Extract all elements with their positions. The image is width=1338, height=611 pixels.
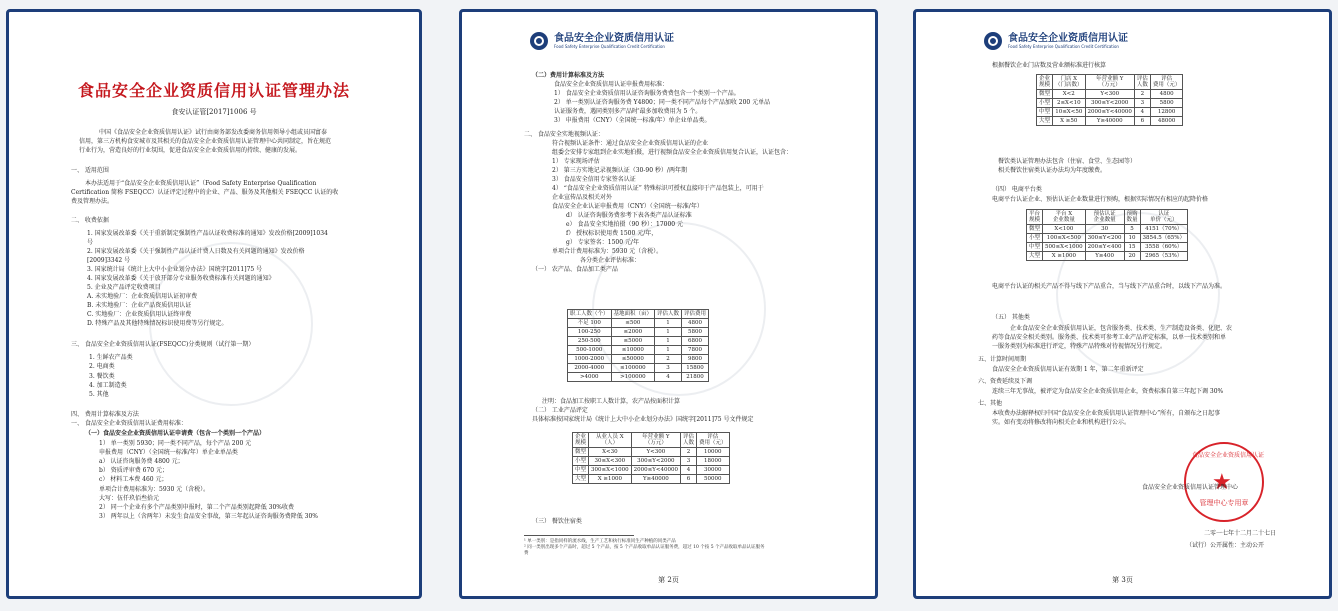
table-row: [1037, 99, 1183, 108]
table-cell: 微型: [1027, 225, 1043, 234]
table-cell: 5800: [1150, 99, 1183, 108]
table-note: 注明：食品加工按职工人数计算，农产品按面积计算: [542, 398, 681, 405]
text-line: 1） 食品安全企业资质信用认证咨询服务费费包含一个类别一个产品。: [554, 90, 740, 97]
text-line: 本收费办法解释权归中国“食品安全企业资质信用认证管理中心”所有，自颁布之日起事: [992, 410, 1221, 417]
brand-name: 食品安全企业资质信用认证: [554, 33, 674, 44]
text-line: 食品安全企业资质信用认证申报费用标准：: [554, 81, 669, 88]
text-line: a） 认证咨询服务费 4800 元；: [99, 458, 184, 465]
section-description: 根据餐饮企业门店数及营业额标准进行核算: [992, 62, 1107, 69]
table-row: [568, 355, 709, 364]
section-heading: （三） 餐饮住宿类: [532, 518, 582, 525]
table-header-cell: 企业 规模: [573, 433, 589, 448]
text-line: 食品安全企业认证申报费用（CNY）（全国统一标准/年）: [552, 203, 703, 210]
table-row: [1037, 108, 1183, 117]
text-line: 认证服务费，遇同类别多产品时'最多加收费用为 5 个。: [554, 108, 702, 115]
table-cell: 大型: [1027, 252, 1043, 261]
table-row: [1027, 234, 1188, 243]
table-cell: 1: [655, 346, 682, 355]
text-line: Certification 简称 FSEQCC）认证评定过程中的企业、产品、服务及其他相关 FSEQCC 认证的收: [71, 189, 339, 196]
text-line: 符合视频认证条件：通过食品安全企业资质信用认证的企业: [552, 140, 709, 147]
table-cell: X<30: [589, 448, 632, 457]
text-line: 申报费用（CNY）（全国统一标准/年）单企业单品类: [99, 449, 238, 456]
text-line: 2） 第三方实地记录视频认证（30-90 秒）/两年期: [552, 167, 687, 174]
table-cell: 1: [655, 319, 682, 328]
text-line: 5. 企业及产品评定收费项目: [87, 284, 161, 291]
table-row: [568, 337, 709, 346]
table-cell: 3: [681, 457, 697, 466]
table-row: [1027, 225, 1188, 234]
table-cell: 10≤X<50: [1053, 108, 1086, 117]
text-line: 三、 食品安全企业资质信用认证(FSEQCC)分类规则（试行第一期）: [71, 341, 255, 348]
table-cell: 中型: [1027, 243, 1043, 252]
table-cell: 6: [1134, 117, 1150, 126]
table-row: [1027, 243, 1188, 252]
text-line: 五、计算时间周期: [978, 356, 1027, 363]
table-cell: 10: [1124, 234, 1140, 243]
table-header-row: [568, 310, 709, 319]
seal-text-top: 食品安全企业资质信用认证: [1192, 452, 1265, 459]
table-cell: 300≤Y<200: [1085, 234, 1124, 243]
date: 二零一七年十二月二十七日: [1204, 530, 1277, 537]
text-line: 本办法适用于“食品安全企业资质信用认证”（Food Safety Enterprise Qualification: [85, 180, 317, 187]
text-line: 3. 餐饮类: [89, 373, 115, 380]
brand-logo-icon: [530, 32, 548, 50]
page-number: 第 3页: [1112, 576, 1133, 584]
table-cell: 4: [681, 466, 697, 475]
table-cell: 2≤X<10: [1053, 99, 1086, 108]
text-line: 组委会安排专家组到企业实地拍摄，进行视频食品安全企业资质信用复合认证，认证包含：: [552, 149, 793, 156]
table-cell: >4000: [568, 373, 612, 382]
text-line: 2. 电商类: [89, 363, 115, 370]
table-cell: 小型: [1027, 234, 1043, 243]
table-header-cell: 评估 费用（元）: [1150, 75, 1183, 90]
footnote: ² 同一类别出现多个产品时，超过 5 个产品，按 5 个产品收取单品认证服务费，超过 10 个按 5 个产品收取单品认证服务: [524, 545, 765, 550]
brand-name-en: Food Safety Enterprise Qualification Credit Certification: [1008, 44, 1119, 49]
table-cell: Y≥400: [1085, 252, 1124, 261]
table-row: [568, 319, 709, 328]
text-line: 实。如有变动将修改将向相关企业和机构进行公示。: [992, 419, 1131, 426]
text-line: 3） 食品安全信用专家签名认证: [552, 176, 636, 183]
table-header-cell: 平台 X 企业数量: [1043, 210, 1086, 225]
star-icon: ★: [1212, 470, 1232, 495]
table-header-cell: 门店 X （门店数）: [1053, 75, 1086, 90]
text-line: 2） 同一个企业有多个产品类别申报时，第二个产品类别起降低 30%收费: [99, 504, 294, 511]
text-line: 3. 国家统计局《统计上大中小企业划分办法》国统字[2011]75 号: [87, 266, 263, 273]
table-cell: ≤500: [611, 319, 655, 328]
table-cell: 3854.5（65%）: [1140, 234, 1187, 243]
table-row: [573, 457, 730, 466]
table-cell: 300≤Y<2000: [631, 457, 680, 466]
table-cell: 2: [655, 355, 682, 364]
table-cell: 1: [655, 328, 682, 337]
footnote: 费: [524, 551, 529, 556]
table-cell: 大型: [573, 475, 589, 484]
text-line: 信用，第三方机构食安城市及其相关的食品安全企业资质信用认证管理中心共同制定，旨在规范: [79, 138, 332, 145]
table-header-cell: 认证 单价（元）: [1140, 210, 1187, 225]
table-cell: X ≥50: [1053, 117, 1086, 126]
table-cell: 大型: [1037, 117, 1053, 126]
text-line: A. 未实地验厂：企业资质信用认证初审费: [87, 293, 198, 300]
table-cell: 2: [681, 448, 697, 457]
table-cell: 6: [681, 475, 697, 484]
table-cell: 12800: [1150, 108, 1183, 117]
table-cell: 30000: [697, 466, 730, 475]
table-cell: >100000: [611, 373, 655, 382]
text-line: （五） 其他类: [992, 314, 1030, 321]
text-line: （一） 农产品、食品加工类产品: [532, 266, 618, 273]
document-page-1[interactable]: [6, 9, 422, 599]
table-cell: 30: [1085, 225, 1124, 234]
text-line: 4. 国家发展改革委《关于放开部分专业服务收费标准有关问题的通知》: [87, 275, 275, 282]
table-cell: 250-500: [568, 337, 612, 346]
text-line: （二）费用计算标准及方法: [532, 72, 605, 79]
page-title: 食品安全企业资质信用认证管理办法: [77, 81, 350, 100]
text-line: 一、 适用范围: [71, 167, 109, 174]
table-header-cell: 年营业额 Y （万元）: [631, 433, 680, 448]
text-line: 行业行为，营造良好的行业氛围，促进食品安全企业资质信用的持续、健康的发展。: [79, 147, 302, 154]
table-cell: ≤50000: [611, 355, 655, 364]
section-description: 具体标准按国家统计局《统计上大中小企业划分办法》国统字[2011]75 号文件规定: [532, 416, 754, 423]
table-cell: 100-250: [568, 328, 612, 337]
text-line: 费及管理办法。: [71, 198, 114, 205]
table-row: [568, 328, 709, 337]
table-cell: Y<300: [631, 448, 680, 457]
table-cell: ≤10000: [611, 346, 655, 355]
text-line: 企业宣传品及相关对外: [552, 194, 613, 201]
text-line: 各分类企业评估标准：: [580, 257, 641, 264]
table-header-cell: 预估认证 企业数量: [1085, 210, 1124, 225]
text-line: f） 授权标识使用费 1500 元/年，: [566, 230, 658, 237]
table-header-cell: 评估 费用（元）: [697, 433, 730, 448]
text-line: 5. 其他: [89, 391, 109, 398]
seal-text-bottom: 管理中心专用章: [1199, 499, 1249, 507]
table-cell: 500≤X<1000: [1043, 243, 1086, 252]
text-line: 2. 国家发展改革委《关于强制性产品认证计费人日数及有关问题的通知》发改价格: [87, 248, 305, 255]
section-heading: （二） 工业产品评定: [532, 407, 588, 414]
table-cell: 5800: [682, 328, 709, 337]
table-row: [573, 448, 730, 457]
text-line: 四、 费用计算标准及方法: [71, 411, 139, 418]
text-line: 3） 申报费用（CNY）（全国统一标准/年）单企业单品类。: [554, 117, 711, 124]
text-line: 七、其他: [978, 400, 1003, 407]
ecommerce-fee-table: [1026, 209, 1188, 261]
farm-fee-table: [567, 309, 709, 382]
table-cell: 不足 100: [568, 319, 612, 328]
table-cell: 15: [1124, 243, 1140, 252]
table-row: [1027, 252, 1188, 261]
table-cell: 9800: [682, 355, 709, 364]
table-cell: X ≥1000: [1043, 252, 1086, 261]
text-line: [2009]3342 号: [87, 257, 131, 264]
text-line: 单项合计费用标准为：5930 元（含税）。: [99, 486, 210, 493]
text-line: 3） 两年以上（含两年）未发生食品安全事故，第三年起认证咨询服务费降低 30%: [99, 513, 318, 520]
table-cell: ≤100000: [611, 364, 655, 373]
table-note: 电商平台认证的相关产品不得与线下产品重合，当与线下产品重合时，以线下产品为准。: [992, 283, 1227, 290]
table-cell: 4800: [682, 319, 709, 328]
table-cell: 微型: [1037, 90, 1053, 99]
table-header-cell: 年营业额 Y （万元）: [1085, 75, 1134, 90]
section-heading: （四） 电商平台类: [992, 186, 1042, 193]
section-description: 电商平台认证企业、预估认证企业数量进行预购，根据实际情况有相应的起降价格: [992, 196, 1209, 203]
table-cell: ≤2000: [611, 328, 655, 337]
text-line: b） 资质评审费 670 元；: [99, 467, 169, 474]
table-cell: 10000: [697, 448, 730, 457]
table-cell: 2000≤Y<40000: [631, 466, 680, 475]
table-header-row: [1037, 75, 1183, 90]
table-header-cell: 评估人数: [655, 310, 682, 319]
document-page-3[interactable]: [913, 9, 1332, 599]
table-cell: Y<300: [1085, 90, 1134, 99]
industry-fee-table: [572, 432, 730, 484]
table-cell: 18000: [697, 457, 730, 466]
text-line: 药等食品安全相关类别。服务类、技术类可参考工业产品评定标准，以单一技术类别和单: [992, 334, 1227, 341]
footnote-divider: [524, 535, 634, 536]
table-cell: 2965（53%）: [1140, 252, 1187, 261]
signature: 食品安全企业资质信用认证管理中心: [1142, 484, 1239, 491]
table-cell: 3: [1134, 99, 1150, 108]
document-number: 食安认证管[2017]1006 号: [171, 108, 257, 116]
table-cell: Y≥40000: [631, 475, 680, 484]
table-cell: X ≥1000: [589, 475, 632, 484]
table-cell: 200≤Y<400: [1085, 243, 1124, 252]
text-line: 六、资费延续及下调: [978, 378, 1033, 385]
text-line: 企业食品安全企业资质信用认证，包含服务类、技术类、生产制造设备类、化肥、农: [1010, 325, 1233, 332]
table-row: [573, 466, 730, 475]
text-line: 大写：伍仟玖佰叁拾元: [99, 495, 160, 502]
table-row: [568, 373, 709, 382]
text-line: 连续三年无事故，被评定为食品安全企业资质信用企业，资费标准自第三年起下调 30%: [992, 388, 1224, 395]
official-seal-stamp: [1184, 442, 1264, 522]
table-cell: 500-1000: [568, 346, 612, 355]
table-header-cell: 基地面积（亩）: [611, 310, 655, 319]
table-cell: 4: [1134, 108, 1150, 117]
table-cell: 50000: [697, 475, 730, 484]
text-line: 二、 收费依据: [71, 217, 109, 224]
table-row: [568, 364, 709, 373]
table-cell: 6800: [682, 337, 709, 346]
text-line: 1） 专家现场评估: [552, 158, 600, 165]
table-cell: X<100: [1043, 225, 1086, 234]
document-page-2[interactable]: [459, 9, 878, 599]
table-cell: 15800: [682, 364, 709, 373]
text-line: 1. 国家发展改革委《关于重新制定强制性产品认证收费标准的通知》发改价格[2009]1034: [87, 230, 328, 237]
footnote: ¹ 单一类别：是指同样的流水线，生产工艺和执行标准同生产种植的同类产品: [524, 539, 676, 544]
paragraph: 相关餐饮住宿类认证办法均为年度缴费。: [998, 167, 1107, 174]
table-cell: 2000-4000: [568, 364, 612, 373]
table-header-cell: 企业 规模: [1037, 75, 1053, 90]
text-line: 一服务类别为标准进行评定，特殊产品特殊对待视情况另行规定。: [992, 343, 1167, 350]
table-cell: 48000: [1150, 117, 1183, 126]
table-cell: 20: [1124, 252, 1140, 261]
table-cell: 4151（70%）: [1140, 225, 1187, 234]
table-cell: ≤5000: [611, 337, 655, 346]
table-row: [1037, 117, 1183, 126]
table-row: [568, 346, 709, 355]
table-header-cell: 从业人员 X （人）: [589, 433, 632, 448]
table-header-row: [1027, 210, 1188, 225]
text-line: 2） 单一类别认证咨询服务费 Y4800；同一类不同产品每个产品加收 200 元单品: [554, 99, 771, 106]
table-cell: 7800: [682, 346, 709, 355]
text-line: e） 食品安全实地拍摄（90 秒）：17000 元: [566, 221, 683, 228]
page-number: 第 2页: [658, 576, 679, 584]
table-cell: Y≥40000: [1085, 117, 1134, 126]
text-line: 4. 加工制造类: [89, 382, 127, 389]
table-cell: 300≤Y<2000: [1085, 99, 1134, 108]
table-row: [573, 475, 730, 484]
table-row: [1037, 90, 1183, 99]
public-attribute: （试行）公开属性：主动公开: [1186, 542, 1265, 549]
text-line: 中国《食品安全企业资质信用认证》试行由商务部发改委商务信用领导小组或员国富泰: [99, 129, 328, 136]
text-line: c） 材料工本费 460 元；: [99, 476, 168, 483]
text-line: B. 未实地验厂：企业产品资质信用认证: [87, 302, 192, 309]
table-cell: 微型: [573, 448, 589, 457]
table-cell: 30≤X<300: [589, 457, 632, 466]
table-cell: 3558（60%）: [1140, 243, 1187, 252]
table-header-cell: 预购 数量: [1124, 210, 1140, 225]
text-line: （一）食品安全企业资质信用认证申请费（包含一个类别一个产品）: [85, 430, 266, 437]
text-line: 单项合计费用标准为：5930 元（含税）。: [552, 248, 663, 255]
text-line: D. 特殊产品及其他特殊情况标识使用费等另行规定。: [87, 320, 228, 327]
table-header-cell: 职工人数（个）: [568, 310, 612, 319]
text-line: 一、 食品安全企业资质信用认证费用标准：: [71, 420, 187, 427]
table-cell: 21800: [682, 373, 709, 382]
table-header-cell: 评估 人数: [1134, 75, 1150, 90]
page-header: [530, 32, 674, 50]
text-line: 1） 单一类别 5930；同一类不同产品，每个产品 200 元: [99, 440, 252, 447]
text-line: 二、 食品安全实地视频认证：: [524, 131, 604, 138]
table-cell: 3: [655, 364, 682, 373]
table-cell: 4: [655, 373, 682, 382]
table-cell: 1: [655, 337, 682, 346]
table-header-cell: 评估 人数: [681, 433, 697, 448]
table-cell: 中型: [1037, 108, 1053, 117]
brand-name-en: Food Safety Enterprise Qualification Credit Certification: [554, 44, 665, 49]
text-line: 食品安全企业资质信用认证有效期 1 年，第二年重新评定: [992, 366, 1144, 373]
text-line: 1. 生鲜农产品类: [89, 354, 133, 361]
brand-logo-icon: [984, 32, 1002, 50]
table-cell: 5: [1124, 225, 1140, 234]
table-cell: 4800: [1150, 90, 1183, 99]
text-line: 号: [87, 239, 94, 246]
text-line: C. 实地验厂：企业资质信用认证终审费: [87, 311, 192, 318]
table-cell: 中型: [573, 466, 589, 475]
table-cell: 1000-2000: [568, 355, 612, 364]
text-line: g） 专家签名：1500 元/年: [566, 239, 639, 246]
table-cell: 小型: [1037, 99, 1053, 108]
page-header: [984, 32, 1128, 50]
table-cell: 100≤X<500: [1043, 234, 1086, 243]
table-cell: X<2: [1053, 90, 1086, 99]
table-header-cell: 评估费用: [682, 310, 709, 319]
catering-fee-table: [1036, 74, 1183, 126]
text-line: d） 认证咨询服务费参考下表各类产品认证标准: [566, 212, 692, 219]
table-cell: 小型: [573, 457, 589, 466]
table-header-row: [573, 433, 730, 448]
table-cell: 2: [1134, 90, 1150, 99]
paragraph: 餐饮类认证管理办法包含（住宿、食堂、生态园等）: [998, 158, 1137, 165]
table-cell: 300≤X<1000: [589, 466, 632, 475]
table-header-cell: 平台 规模: [1027, 210, 1043, 225]
text-line: 4） “食品安全企业资质信用认证” 特殊标识可授权直接印于产品包装上，可用于: [552, 185, 764, 192]
table-cell: 2000≤Y<40000: [1085, 108, 1134, 117]
brand-name: 食品安全企业资质信用认证: [1008, 33, 1128, 44]
